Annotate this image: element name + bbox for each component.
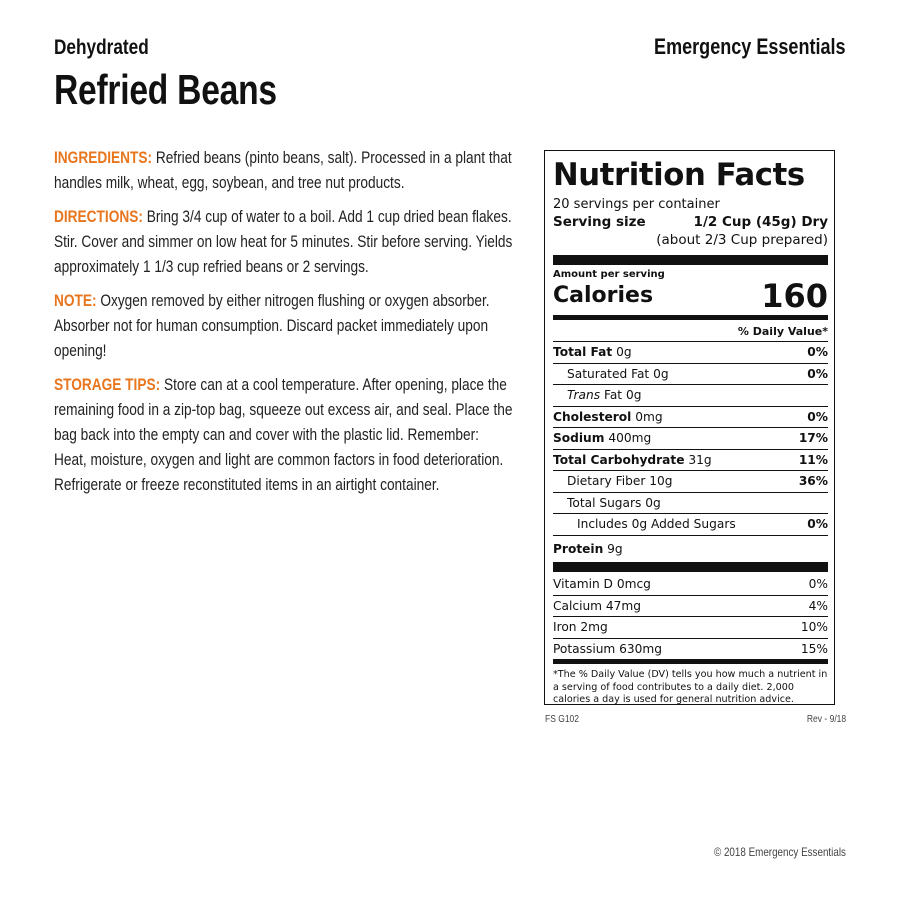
vitamin-row — [553, 596, 828, 618]
vitamin-dv: 0% — [808, 577, 828, 591]
nutrient-row-total-fat — [553, 342, 828, 364]
nutrient-label: Protein — [553, 541, 604, 556]
nutrient-dv: 36% — [798, 474, 828, 488]
nutrient-amount: 0mg — [635, 409, 663, 424]
storage-section — [54, 372, 515, 497]
nutrient-amount: 10g — [649, 474, 673, 488]
nutrient-row-protein — [553, 539, 828, 560]
vitamin-row — [553, 574, 828, 596]
nutrient-label: Dietary Fiber — [567, 474, 646, 488]
nutrient-dv: 0% — [807, 366, 828, 381]
vitamin-label: Calcium 47mg — [553, 598, 642, 613]
nutrient-amount: 0g — [653, 366, 669, 381]
amount-per-serving: Amount per serving — [553, 269, 665, 280]
product-code: FS G102 — [545, 714, 580, 725]
ingredients-section — [54, 145, 515, 195]
vitamin-label: Iron 2mg — [553, 620, 608, 634]
directions-text: Bring 3/4 cup of water to a boil. Add 1 cup dried bean flakes. Stir. Cover and simmer on low heat for 5 minutes. Stir before serving. Yields approximately 1 1/3 cup refried beans or 2 servings. — [54, 207, 513, 276]
nutrient-amount: 0g — [625, 388, 642, 402]
note-section — [54, 288, 515, 363]
product-subtitle: Dehydrated — [54, 36, 149, 59]
nutrient-amount: 0g — [616, 345, 632, 359]
note-text: Oxygen removed by either nitrogen flushing or oxygen absorber. Absorber not for human consumption. Discard packet immediately upon opening! — [54, 291, 490, 360]
ingredients-text: Refried beans (pinto beans, salt). Processed in a plant that handles milk, wheat, egg, soybean, and tree nut products. — [54, 148, 512, 192]
storage-label: STORAGE TIPS: — [54, 375, 161, 394]
info-column — [54, 145, 515, 506]
nutrient-row-added-sugars — [553, 514, 828, 536]
nutrient-dv: 0% — [807, 345, 828, 359]
nutrient-label: Cholesterol — [553, 409, 632, 424]
calories-value: 160 — [761, 277, 828, 315]
daily-value-footnote: *The % Daily Value (DV) tells you how much a nutrient in a serving of food contributes to a daily diet. 2,000 calories a day is used for general nutrition advice. — [553, 669, 828, 706]
calories-row — [553, 277, 828, 315]
calories-label: Calories — [553, 283, 654, 308]
nutrient-dv: 0% — [807, 517, 828, 531]
divider-thick — [553, 562, 828, 572]
serving-size-row — [553, 213, 828, 231]
nutrient-row-cholesterol — [553, 407, 828, 429]
nutrition-facts-panel — [544, 150, 835, 705]
nutrient-amount: 31g — [688, 452, 712, 467]
vitamin-dv: 4% — [808, 598, 828, 613]
nutrient-amount: 400mg — [608, 431, 652, 445]
revision-label: Rev - 9/18 — [806, 714, 846, 725]
nutrient-dv: 11% — [798, 452, 828, 467]
nutrient-dv: 0% — [807, 409, 828, 424]
directions-label: DIRECTIONS: — [54, 207, 143, 226]
storage-text: Store can at a cool temperature. After opening, place the remaining food in a zip-top bag, squeeze out excess air, and seal. Place the bag back into the empty can and cover with the plastic lid. Remember: Heat, moisture, oxygen and light are common factors in food deterioration. Refrigerate or freeze reconstituted items in an airtight container. — [54, 375, 513, 494]
vitamin-label: Vitamin D 0mcg — [553, 577, 651, 591]
note-label: NOTE: — [54, 291, 97, 310]
nutrient-label: Saturated Fat — [567, 366, 650, 381]
nutrient-label: Includes 0g Added Sugars — [577, 517, 736, 531]
divider-medium — [553, 659, 828, 664]
serving-size-label: Serving size — [553, 214, 646, 230]
nutrient-row-saturated-fat — [553, 364, 828, 386]
serving-size-value: 1/2 Cup (45g) Dry — [693, 214, 828, 230]
vitamin-dv: 15% — [800, 641, 828, 656]
nutrition-title: Nutrition Facts — [553, 157, 805, 193]
nutrient-label: Total Fat — [553, 345, 613, 359]
copyright-notice: © 2018 Emergency Essentials — [714, 845, 846, 859]
nutrient-row-sodium — [553, 428, 828, 450]
divider-thick — [553, 255, 828, 265]
product-title: Refried Beans — [54, 66, 277, 113]
nutrient-row-total-sugars — [553, 493, 828, 515]
nutrient-label: Sodium — [553, 431, 605, 445]
nutrient-label-rest: Fat — [603, 388, 623, 402]
servings-per-container: 20 servings per container — [553, 197, 720, 212]
vitamin-dv: 10% — [800, 620, 828, 634]
brand-name: Emergency Essentials — [654, 34, 846, 59]
serving-size-prepared: (about 2/3 Cup prepared) — [656, 232, 828, 248]
vitamin-label: Potassium 630mg — [553, 641, 663, 656]
nutrient-dv: 17% — [798, 431, 828, 445]
nutrient-amount: 9g — [607, 541, 623, 556]
nutrient-row-dietary-fiber — [553, 471, 828, 493]
nutrient-label: Trans — [567, 388, 601, 402]
nutrient-label: Total Carbohydrate — [553, 452, 685, 467]
daily-value-header: % Daily Value* — [553, 320, 828, 342]
ingredients-label: INGREDIENTS: — [54, 148, 153, 167]
nutrient-row-total-carbohydrate — [553, 450, 828, 472]
nutrient-label: Total Sugars — [567, 495, 642, 510]
directions-section — [54, 204, 515, 279]
nutrient-row-trans-fat — [553, 385, 828, 407]
vitamin-row — [553, 617, 828, 639]
nutrient-amount: 0g — [645, 495, 661, 510]
vitamin-row — [553, 639, 828, 660]
